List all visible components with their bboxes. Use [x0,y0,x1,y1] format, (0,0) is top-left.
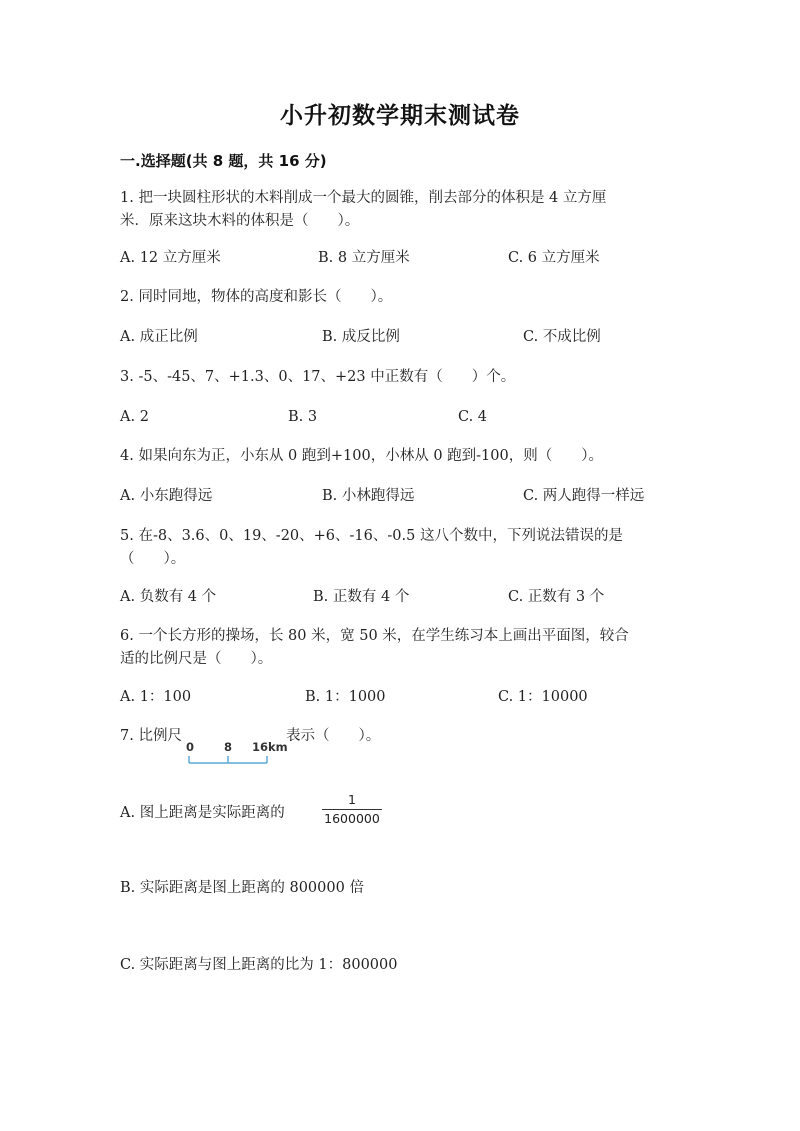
fraction-one-over-1600000 [322,792,382,827]
question-4-option-c: C. 两人跑得一样远 [523,488,645,504]
exam-title: 小升初数学期末测试卷 [280,103,520,129]
question-4-line-1: 4. 如果向东为正，小东从 0 跑到+100，小林从 0 跑到-100，则（ ）。 [120,448,603,464]
question-7-option-c: C. 实际距离与图上距离的比为 1：800000 [120,957,398,973]
question-5-line-2: （ ）。 [120,551,186,567]
section-heading: 一.选择题(共 8 题，共 16 分) [120,152,327,170]
fraction-denominator: 1600000 [324,811,380,826]
fraction-bar [322,809,382,810]
question-1-option-a: A. 12 立方厘米 [120,250,221,266]
question-4-option-a: A. 小东跑得远 [120,488,213,504]
question-2-line-1: 2. 同时同地，物体的高度和影长（ ）。 [120,289,393,305]
question-5-option-a: A. 负数有 4 个 [120,589,217,605]
question-6-option-c: C. 1：10000 [498,689,588,705]
fraction-numerator: 1 [348,792,356,807]
question-1-option-c: C. 6 立方厘米 [508,250,600,266]
question-6-line-2: 适的比例尺是（ ）。 [120,651,273,667]
question-7-suffix: 表示（ ）。 [286,728,381,744]
question-6-option-b: B. 1：1000 [305,689,386,705]
question-2-option-b: B. 成反比例 [322,329,400,345]
scale-label-0: 0 [186,740,195,754]
question-1-line-1: 1. 把一块圆柱形状的木料削成一个最大的圆锥，削去部分的体积是 4 立方厘 [120,190,607,206]
question-6-option-a: A. 1：100 [120,689,192,705]
question-3-line-1: 3. -5、-45、7、+1.3、0、17、+23 中正数有（ ）个。 [120,369,516,385]
question-4-option-b: B. 小林跑得远 [322,488,415,504]
question-1-line-2: 米．原来这块木料的体积是（ ）。 [120,213,360,229]
question-2-option-a: A. 成正比例 [120,329,198,345]
question-5-option-c: C. 正数有 3 个 [508,589,605,605]
question-6-line-1: 6. 一个长方形的操场，长 80 米，宽 50 米，在学生练习本上画出平面图，较合 [120,628,629,644]
question-7-option-a: A. 图上距离是实际距离的 [120,805,285,821]
scale-bar-figure [186,740,288,770]
question-2-option-c: C. 不成比例 [523,329,601,345]
question-7-prefix: 7. 比例尺 [120,728,182,744]
question-5-line-1: 5. 在-8、3.6、0、19、-20、+6、-16、-0.5 这八个数中，下列说法错误的是 [120,528,623,544]
question-3-option-c: C. 4 [458,409,488,425]
question-7-option-b: B. 实际距离是图上距离的 800000 倍 [120,880,364,896]
question-5-option-b: B. 正数有 4 个 [313,589,410,605]
scale-label-8: 8 [224,740,233,754]
scale-label-16km: 16km [252,740,288,754]
scale-ruler-graphic [186,740,282,770]
question-1-option-b: B. 8 立方厘米 [318,250,410,266]
question-3-option-b: B. 3 [288,409,318,425]
question-3-option-a: A. 2 [120,409,149,425]
